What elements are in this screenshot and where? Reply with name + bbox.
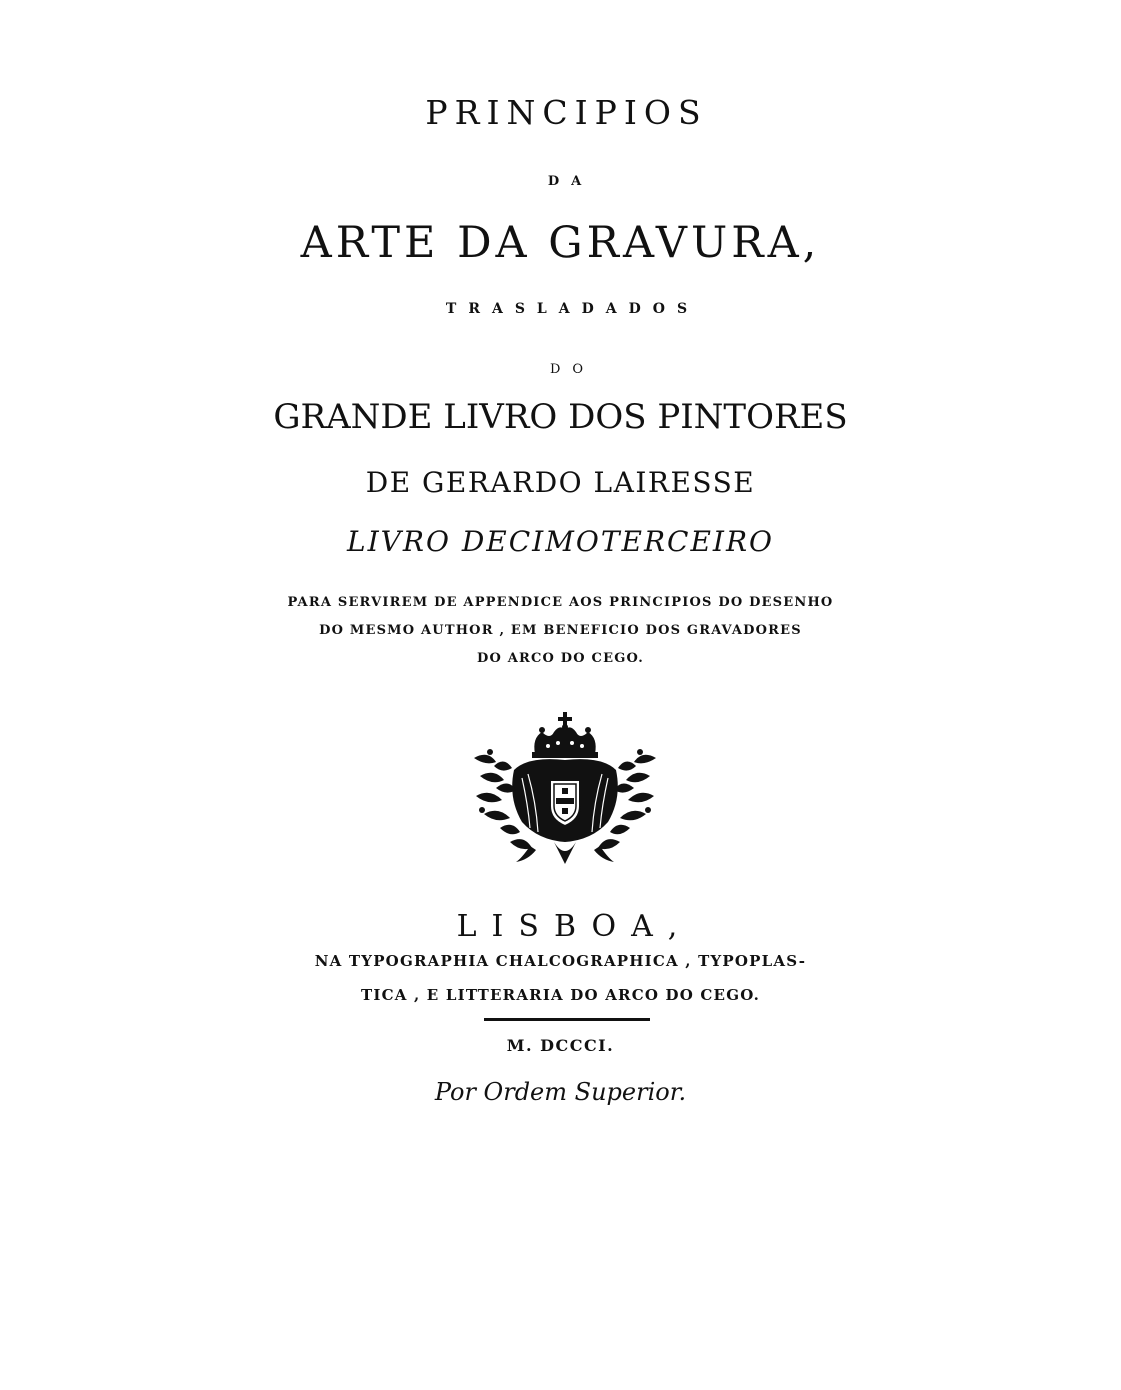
book-number: LIVRO DECIMOTERCEIRO — [347, 525, 774, 558]
book-subject: ARTE DA GRAVURA, — [300, 218, 821, 268]
title-trasladados: TRASLADADOS — [445, 301, 700, 317]
description-line-1: PARA SERVIREM DE APPENDICE AOS PRINCIPIOS DO DESENHO — [287, 595, 834, 610]
divider-rule — [484, 1018, 650, 1021]
royal-coat-of-arms-icon — [470, 710, 660, 866]
imprint-press-line-1: NA TYPOGRAPHIA CHALCOGRAPHICA , TYPOPLAS- — [314, 952, 807, 970]
imprint-press-line-2: TICA , E LITTERARIA DO ARCO DO CEGO. — [360, 986, 761, 1004]
title-connector-do: DO — [549, 362, 596, 377]
author-line: DE GERARDO LAIRESSE — [365, 466, 756, 499]
description-line-2: DO MESMO AUTHOR , EM BENEFICIO DOS GRAVADORES — [319, 623, 802, 638]
imprint-order: Por Ordem Superior. — [434, 1078, 687, 1106]
publication-year: M. DCCCI. — [506, 1036, 615, 1055]
description-line-3: DO ARCO DO CEGO. — [477, 651, 644, 666]
imprint-city: LISBOA, — [456, 909, 693, 944]
title-connector-da: DA — [547, 174, 594, 189]
book-title: PRINCIPIOS — [425, 93, 708, 132]
source-work-title: GRANDE LIVRO DOS PINTORES — [273, 397, 848, 437]
